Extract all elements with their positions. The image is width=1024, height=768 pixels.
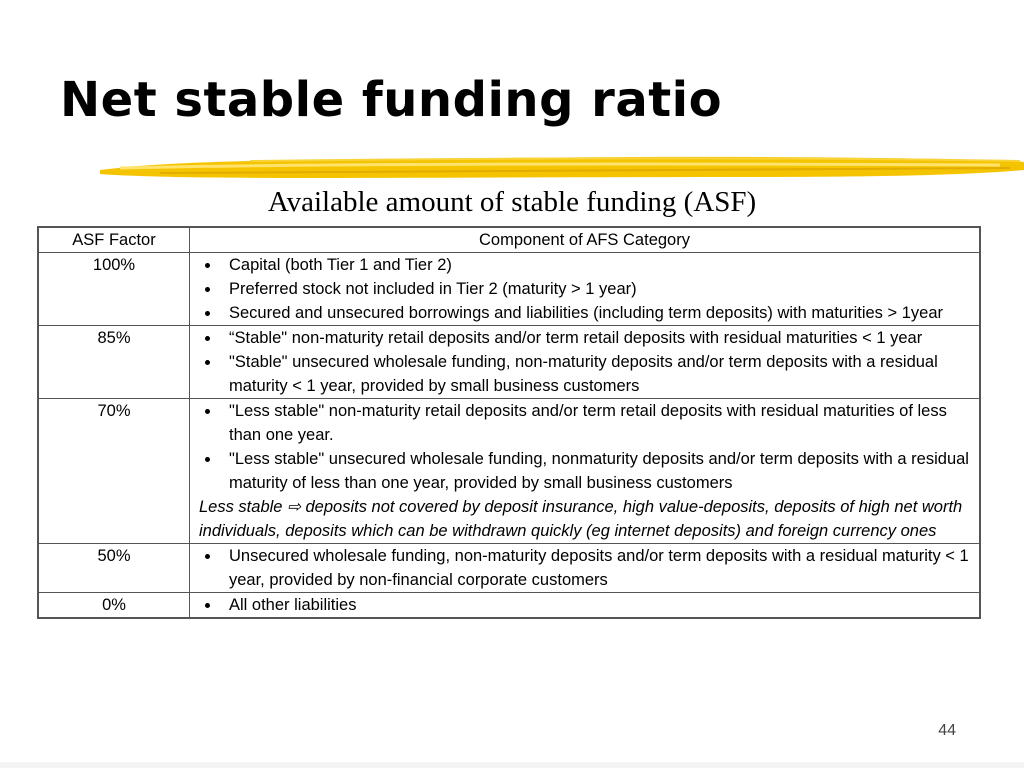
component-list <box>199 326 971 398</box>
asf-factor-cell: 100% <box>38 253 190 326</box>
table-row-70 <box>38 399 980 544</box>
table-row-50 <box>38 544 980 593</box>
asf-table <box>37 226 981 619</box>
list-item: Capital (both Tier 1 and Tier 2) <box>199 253 971 277</box>
asf-factor-cell: 50% <box>38 544 190 593</box>
page-number: 44 <box>938 722 956 739</box>
list-item: Secured and unsecured borrowings and liabilities (including term deposits) with maturities > 1year <box>199 301 971 325</box>
list-item: “Stable" non-maturity retail deposits and/or term retail deposits with residual maturities < 1 year <box>199 326 971 350</box>
component-cell <box>190 253 981 326</box>
component-list <box>199 253 971 325</box>
asf-factor-cell: 0% <box>38 593 190 619</box>
table-header-row <box>38 227 980 253</box>
table-row-0 <box>38 593 980 619</box>
note-prefix: Less stable <box>199 498 283 516</box>
component-list <box>199 399 971 495</box>
less-stable-note <box>199 495 971 543</box>
table-row-100 <box>38 253 980 326</box>
slide-title: Net stable funding ratio <box>60 72 723 128</box>
list-item: Preferred stock not included in Tier 2 (maturity > 1 year) <box>199 277 971 301</box>
list-item: Unsecured wholesale funding, non-maturity deposits and/or term deposits with a residual maturity < 1 year, provided by non-financial corporate customers <box>199 544 971 592</box>
component-list <box>199 544 971 592</box>
yellow-brush-stroke-decoration <box>100 150 1024 184</box>
asf-factor-cell: 85% <box>38 326 190 399</box>
asf-factor-cell: 70% <box>38 399 190 544</box>
header-component: Component of AFS Category <box>190 227 981 253</box>
list-item: "Less stable" unsecured wholesale funding, nonmaturity deposits and/or term deposits with a residual maturity of less than one year, provided by small business customers <box>199 447 971 495</box>
footer-divider <box>0 762 1024 768</box>
list-item: "Stable" unsecured wholesale funding, non-maturity deposits and/or term deposits with a residual maturity < 1 year, provided by small business customers <box>199 350 971 398</box>
table-caption: Available amount of stable funding (ASF) <box>267 186 757 218</box>
right-arrow-icon: ⇨ <box>287 498 301 516</box>
list-item: "Less stable" non-maturity retail deposits and/or term retail deposits with residual maturities of less than one year. <box>199 399 971 447</box>
component-cell <box>190 593 981 619</box>
header-asf-factor: ASF Factor <box>38 227 190 253</box>
note-text: deposits not covered by deposit insurance, high value-deposits, deposits of high net worth individuals, deposits which can be withdrawn quickly (eg internet deposits) and foreign currency ones <box>199 498 963 540</box>
component-cell <box>190 326 981 399</box>
component-cell <box>190 399 981 544</box>
table-row-85 <box>38 326 980 399</box>
component-cell <box>190 544 981 593</box>
list-item: All other liabilities <box>199 593 971 617</box>
component-list <box>199 593 971 617</box>
